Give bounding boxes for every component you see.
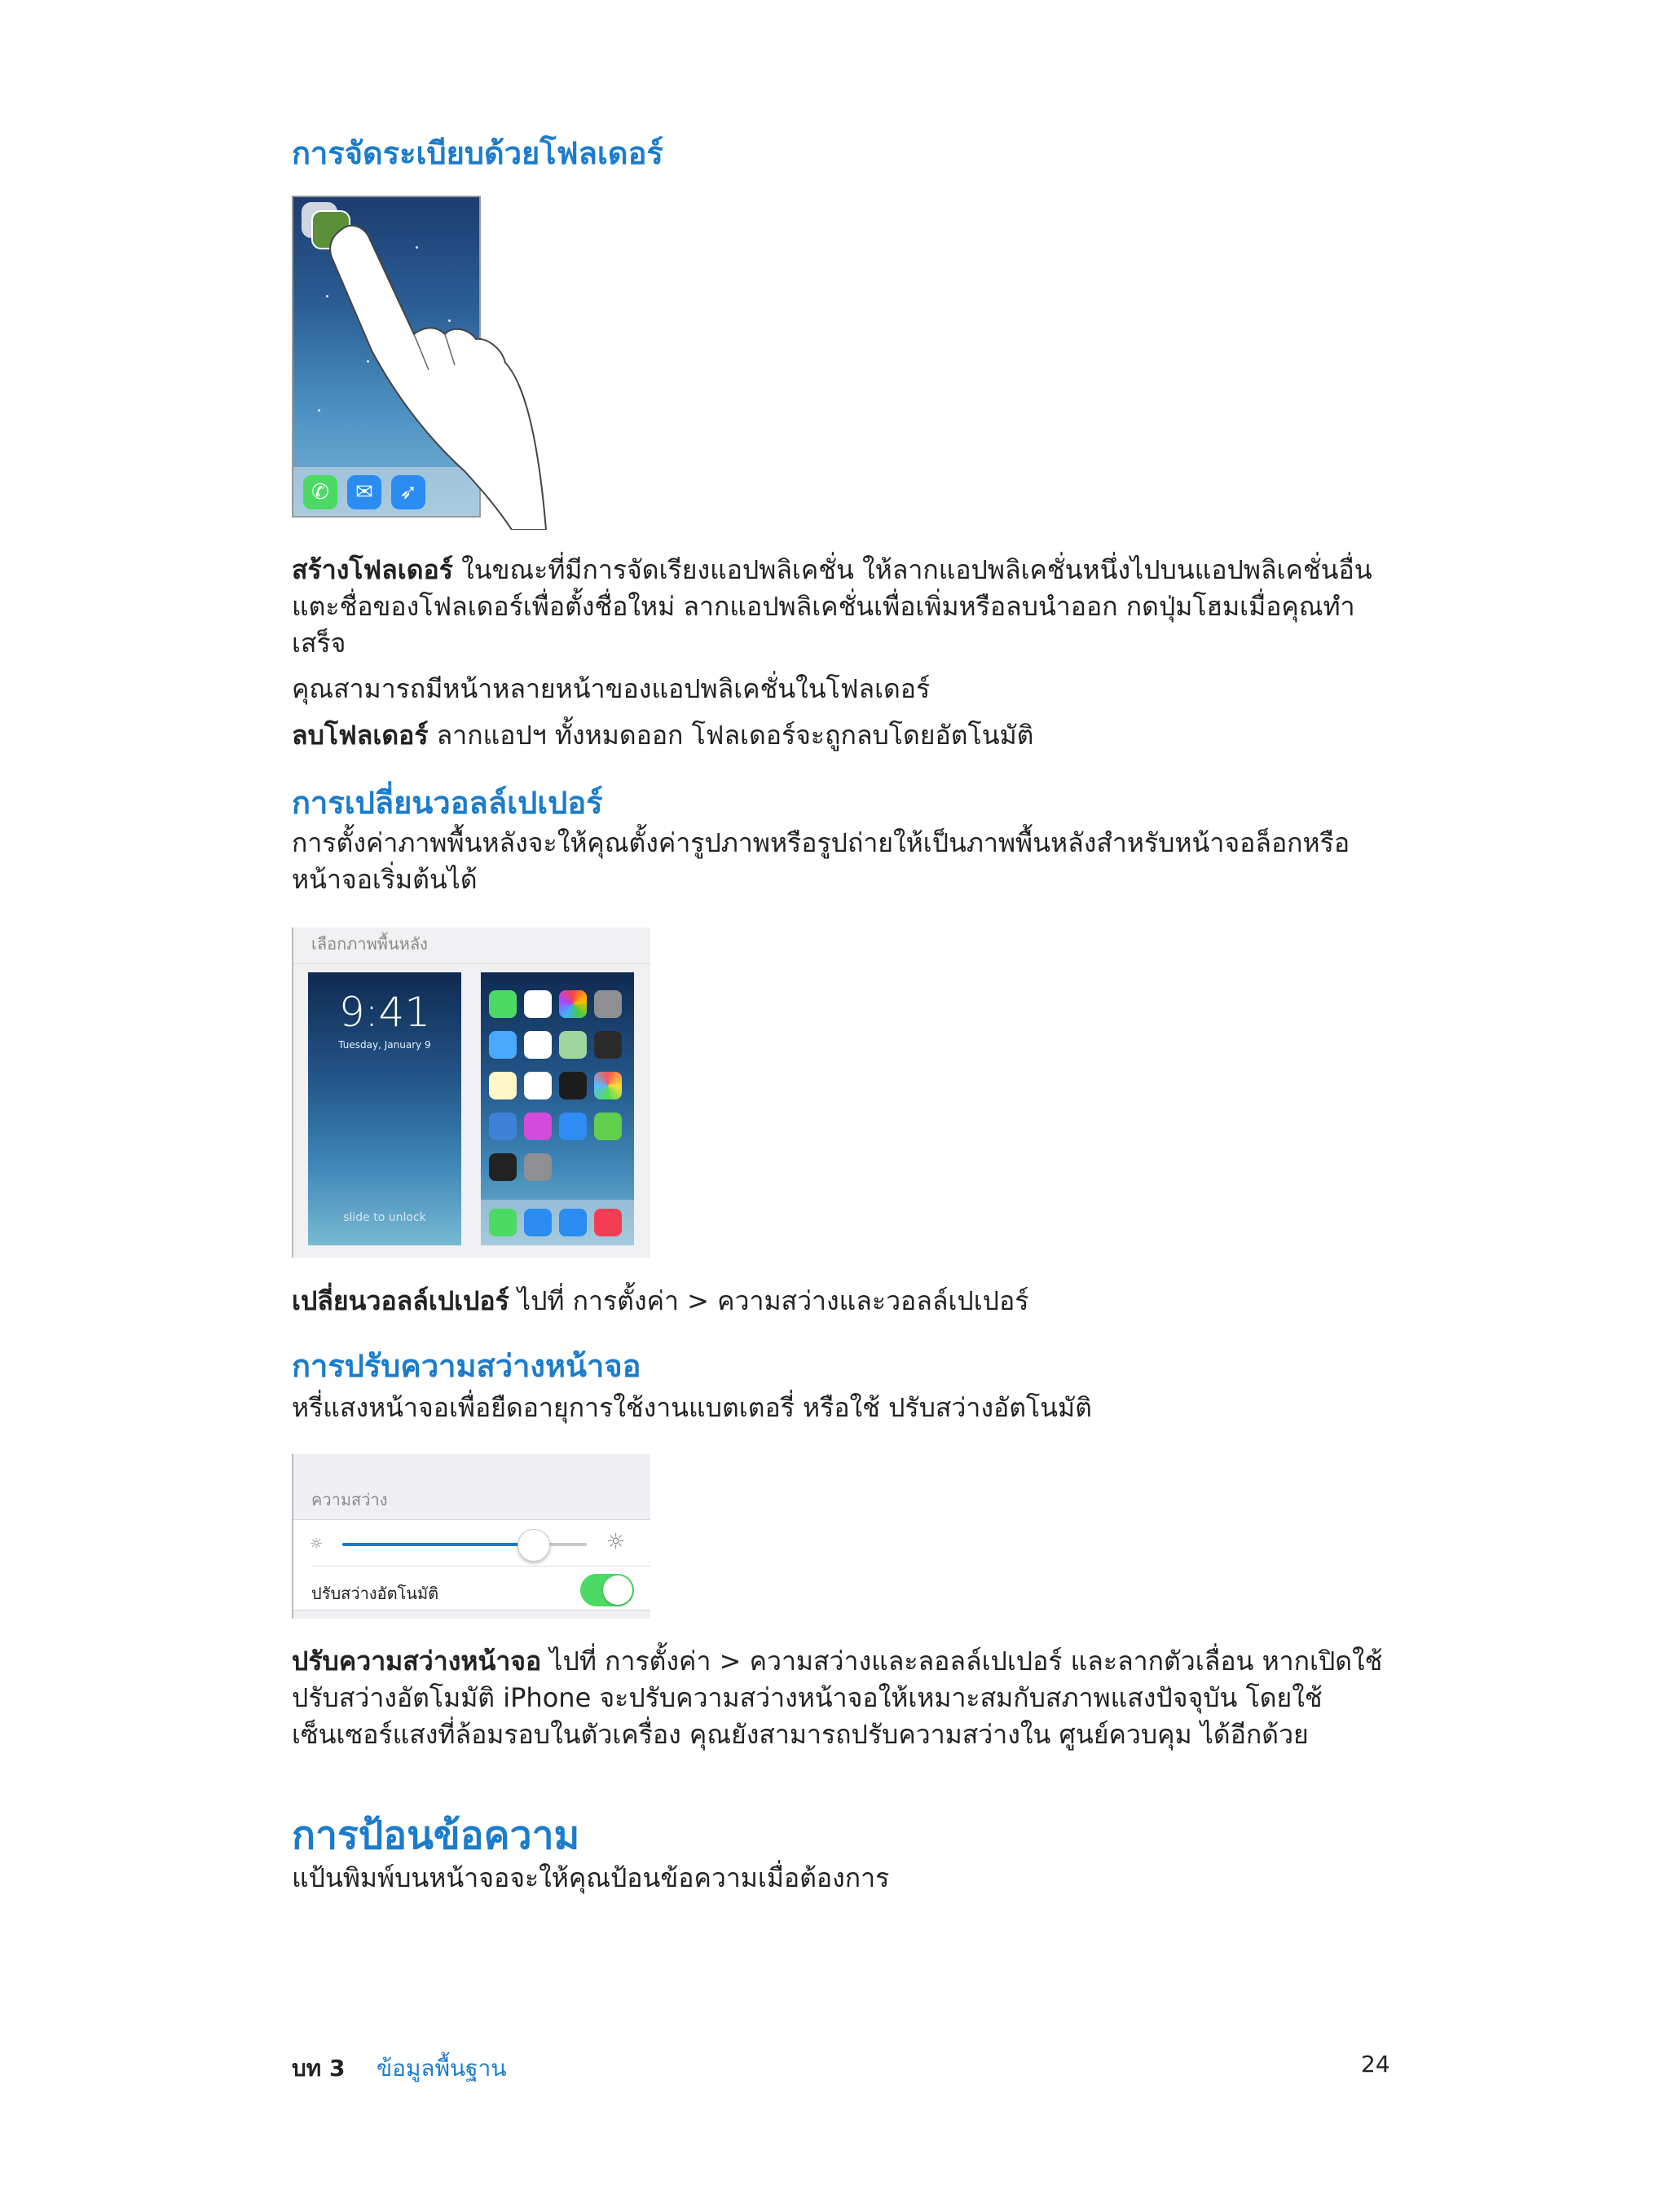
itunes-store-icon	[524, 1113, 552, 1140]
text-adjust-brightness: ไปที่ การตั้งค่า > ความสว่างและลอลล์เปเปอร์ และลากตัวเลื่อน หากเปิดใช้ ปรับสว่างอัตโมมัติ iPhone จะปรับความสว่างหน้าจอให้เหมาะสมกับสภาพแสงปัจจุบัน โดยใช้เซ็นเซอร์แสงที่ล้อมรอบในตัวเครื่อง คุณยังสามารถปรับความสว่างใน ศูนย์ควบคุม ได้อีกด้วย	[292, 1646, 1383, 1750]
paragraph-brightness-intro: หรี่แสงหน้าจอเพื่อยืดอายุการใช้งานแบตเตอรี่ หรือใช้ ปรับสว่างอัตโนมัติ	[292, 1392, 1092, 1423]
compass-icon	[489, 1153, 517, 1181]
brightness-slider-fill	[342, 1543, 533, 1546]
paragraph-delete-folder	[292, 717, 1384, 754]
heading-wallpaper: การเปลี่ยนวอลล์เปเปอร์	[292, 785, 603, 821]
text-create-folder: ในขณะที่มีการจัดเรียงแอปพลิเคชั่น ให้ลากแอปพลิเคชั่นหนึ่งไปบนแอปพลิเคชั่นอื่น แตะชื่อของโฟลเดอร์เพื่อตั้งชื่อใหม่ ลากแอปพลิเคชั่นเพื่อเพิ่มหรือลบนำออก กดปุ่มโฮมเมื่อคุณทำเสร็จ	[292, 554, 1372, 659]
messages-icon	[489, 990, 517, 1018]
phone-icon	[489, 1209, 517, 1236]
music-icon	[594, 1209, 622, 1236]
wallpaper-screenshot	[292, 928, 650, 1258]
maps-icon	[559, 1031, 587, 1059]
toggle-knob	[603, 1575, 632, 1605]
brightness-slider-knob[interactable]	[517, 1529, 550, 1562]
stocks-icon	[559, 1072, 587, 1099]
paragraph-folder-pages: คุณสามารถมีหน้าหลายหน้าของแอปพลิเคชั่นในโฟลเดอร์	[292, 673, 931, 704]
calendar-icon	[524, 990, 552, 1018]
term-adjust-brightness: ปรับความสว่างหน้าจอ	[292, 1646, 542, 1677]
heading-text-input: การป้อนข้อความ	[292, 1813, 580, 1858]
term-create-folder: สร้างโฟลเดอร์	[292, 554, 453, 585]
passbook-icon	[594, 1113, 622, 1140]
photos-icon	[559, 990, 587, 1018]
auto-brightness-label: ปรับสว่างอัตโนมัติ	[311, 1584, 439, 1603]
footer-chapter-label: บท 3	[292, 2055, 346, 2082]
brightness-screenshot	[292, 1454, 650, 1619]
home-screen-preview[interactable]	[481, 972, 634, 1245]
weather-icon	[489, 1031, 517, 1059]
newsstand-icon	[489, 1113, 517, 1140]
finger-drawing	[292, 196, 618, 530]
paragraph-adjust-brightness	[292, 1643, 1384, 1753]
lock-slide-text: slide to unlock	[343, 1211, 426, 1224]
reminders-icon	[524, 1072, 552, 1099]
paragraph-change-wallpaper	[292, 1283, 1384, 1320]
paragraph-wallpaper-intro: การตั้งค่าภาพพื้นหลังจะให้คุณตั้งค่ารูปภาพหรือรูปถ่ายให้เป็นภาพพื้นหลังสำหรับหน้าจอล็อกหรือหน้าจอเริ่มต้นได้	[292, 827, 1350, 895]
heading-folders: การจัดระเบียบด้วยโฟลเดอร์	[292, 135, 663, 171]
lock-date: Tuesday, January 9	[338, 1039, 431, 1051]
text-delete-folder: ลากแอปฯ ทั้งหมดออก โฟลเดอร์จะถูกลบโดยอัตโนมัติ	[428, 720, 1034, 751]
lock-screen-preview[interactable]	[308, 972, 461, 1245]
text-change-wallpaper: ไปที่ การตั้งค่า > ความสว่างและวอลล์เปเปอร์	[509, 1285, 1029, 1316]
term-change-wallpaper: เปลี่ยนวอลล์เปเปอร์	[292, 1285, 509, 1316]
auto-brightness-toggle[interactable]	[580, 1574, 634, 1606]
mail-icon: ✉	[347, 475, 381, 509]
folder-illustration	[292, 196, 618, 530]
brightness-slider[interactable]	[342, 1543, 587, 1546]
safari-icon: ➶	[391, 475, 425, 509]
sun-large-icon: ☼	[606, 1530, 626, 1554]
page-number: 24	[1361, 2051, 1390, 2078]
term-delete-folder: ลบโฟลเดอร์	[292, 720, 429, 751]
home-dock	[481, 1200, 634, 1245]
videos-icon	[594, 1031, 622, 1059]
phone-icon: ✆	[303, 475, 337, 509]
heading-brightness: การปรับความสว่างหน้าจอ	[292, 1348, 641, 1384]
safari-icon	[559, 1209, 587, 1236]
brightness-panel	[293, 1519, 650, 1611]
paragraph-text-input-intro: แป้นพิมพ์บนหน้าจอจะให้คุณป้อนข้อความเมื่อต้องการ	[292, 1862, 890, 1893]
paragraph-create-folder	[292, 552, 1384, 662]
brightness-caption: ความสว่าง	[311, 1490, 388, 1509]
divider	[293, 963, 650, 964]
sun-small-icon: ☼	[310, 1536, 324, 1553]
footer-chapter-title[interactable]: ข้อมูลพื้นฐาน	[377, 2055, 507, 2082]
mail-icon	[524, 1209, 552, 1236]
camera-icon	[594, 990, 622, 1018]
game-center-icon	[594, 1072, 622, 1099]
wallpaper-caption: เลือกภาพพื้นหลัง	[311, 934, 428, 954]
settings-icon	[524, 1153, 552, 1181]
notes-icon	[489, 1072, 517, 1099]
app-store-icon	[559, 1113, 587, 1140]
clock-icon	[524, 1031, 552, 1059]
lock-time: 9:41	[338, 989, 431, 1036]
